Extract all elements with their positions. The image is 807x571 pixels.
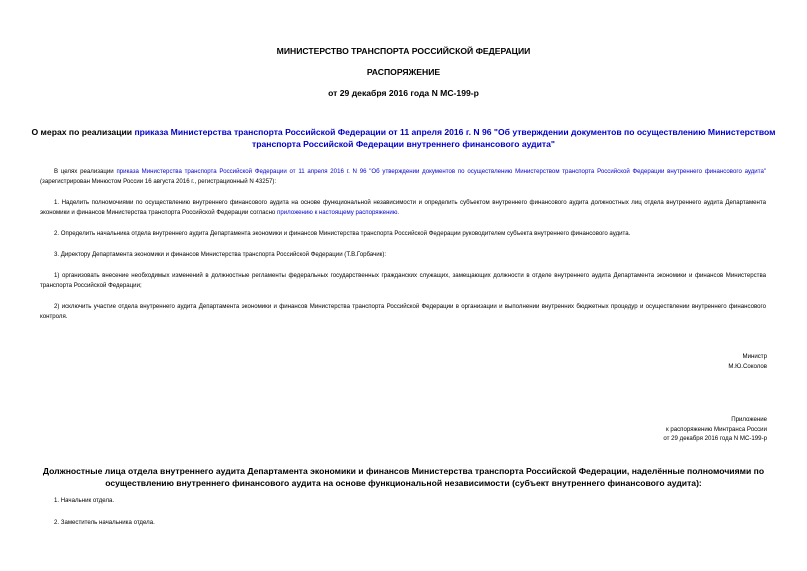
doc-date-number: от 29 декабря 2016 года N МС-199-р	[328, 88, 479, 98]
appendix-ref-line2: к распоряжению Минтранса России	[666, 425, 767, 433]
intro-suffix: (зарегистрирован Минюстом России 16 августа 2016 г., регистрационный N 43257):	[40, 177, 277, 185]
intro-order-link[interactable]: приказа Министерства транспорта Российской Федерации от 11 апреля 2016 г. N 96 "Об утверждении документов по осуществлению Министерством транспорта Российской Федерации внутреннего финансового аудита"	[116, 168, 766, 175]
intro-paragraph	[40, 167, 766, 186]
appendix-reference	[663, 415, 767, 444]
title-prefix: О мерах по реализации	[31, 127, 135, 137]
appendix-title: Должностные лица отдела внутреннего аудита Департамента экономики и финансов Министерства транспорта Российской Федерации, наделённые полномочиями по осуществлению внутреннего финансового аудита на основе функциональной независимости (субъект внутреннего финансового аудита):	[42, 466, 765, 488]
paragraph-3-1: 1) организовать внесение необходимых изменений в должностные регламенты федеральных государственных гражданских служащих, замещающих должности в отделе внутреннего аудита Департамента экономики и финансов Министерства транспорта Российской Федерации;	[40, 272, 766, 289]
list-item: 1. Начальник отдела.	[54, 497, 115, 504]
paragraph-2: 2. Определить начальника отдела внутреннего аудита Департамента экономики и финансов Министерства транспорта Российской Федерации руководителем субъекта внутреннего финансового аудита.	[54, 230, 631, 237]
appendix-link[interactable]: приложению к настоящему распоряжению	[277, 208, 398, 216]
paragraph-1	[40, 198, 766, 217]
intro-prefix: В целях реализации	[54, 168, 117, 175]
signature-block	[728, 352, 767, 371]
title-order-link[interactable]: приказа Министерства транспорта Российской Федерации от 11 апреля 2016 г. N 96 "Об утверждении документов по осуществлению Министерством транспорта Российской Федерации внутреннего финансового аудита"	[134, 127, 776, 149]
paragraph-3-2: 2) исключить участие отдела внутреннего аудита Департамента экономики и финансов Министерства транспорта Российской Федерации в организации и выполнении внутренних бюджетных процедур и осуществлении внутреннего финансового контроля.	[40, 303, 766, 320]
document-title	[30, 126, 777, 150]
appendix-ref-line1: Приложение	[731, 416, 767, 423]
ministry-heading: МИНИСТЕРСТВО ТРАНСПОРТА РОССИЙСКОЙ ФЕДЕРАЦИИ	[276, 46, 531, 56]
p1-text: 1. Наделить полномочиями по осуществлению внутреннего финансового аудита на основе функциональной независимости и определить субъектом внутреннего финансового аудита должностных лиц отдела внутреннего аудита Департамента экономики и финансов Министерства транспорта Российской Федерации согласно	[40, 199, 766, 216]
paragraph-3: 3. Директору Департамента экономики и финансов Министерства транспорта Российской Федерации (Т.В.Горбачик):	[54, 251, 387, 258]
doc-type-heading: РАСПОРЯЖЕНИЕ	[366, 67, 441, 77]
signature-name: М.Ю.Соколов	[728, 362, 767, 370]
list-item: 2. Заместитель начальника отдела.	[54, 519, 155, 526]
appendix-ref-line3: от 29 декабря 2016 года N МС-199-р	[663, 435, 767, 442]
signature-position: Министр	[742, 353, 767, 360]
p1-end: .	[397, 208, 400, 216]
